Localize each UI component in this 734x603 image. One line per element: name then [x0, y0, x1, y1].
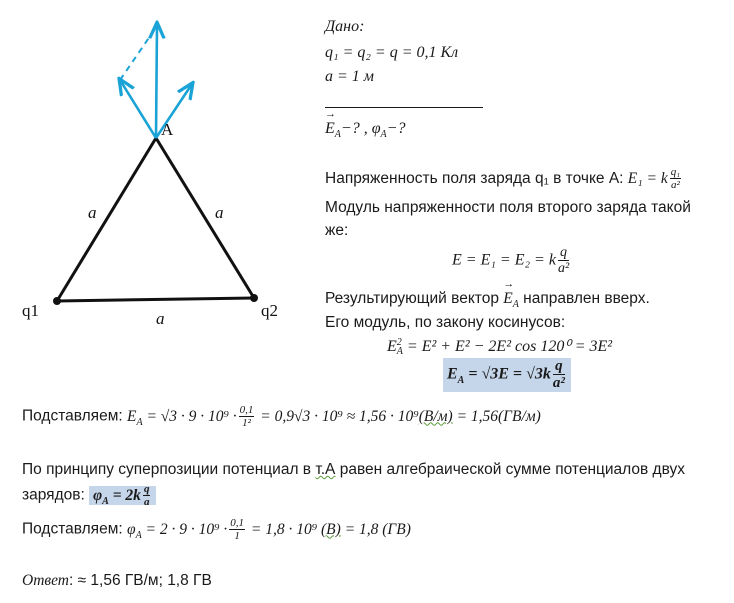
given-header-text: Дано: [325, 18, 360, 35]
side-right-line: [156, 138, 254, 298]
boxed-frac: [553, 359, 565, 391]
frac-den: 1: [234, 530, 240, 542]
frac-num: q: [143, 483, 150, 495]
pot-lhs: φ: [93, 486, 103, 504]
side-left-line: [57, 138, 156, 301]
cos-sub: A: [396, 346, 403, 358]
para-result-vector: [325, 290, 650, 310]
frac-den: a²: [552, 375, 565, 391]
parallelogram-dash: [120, 26, 157, 80]
subst1-sub: A: [136, 416, 143, 428]
triangle-figure: [0, 0, 320, 345]
subst1-frac: [239, 405, 255, 429]
side-right-label: a: [215, 203, 224, 222]
charge-1-dot: [53, 297, 61, 305]
para-field-q2-line2: же:: [325, 222, 349, 239]
vertex-a-label: A: [161, 120, 174, 139]
equal-fields-lhs: E = E₁ = E₂ = k: [452, 251, 556, 269]
frac-den: a²: [557, 261, 570, 276]
subst1-label: Подставляем:: [22, 407, 123, 425]
para-cosine-law: Его модуль, по закону косинусов:: [325, 314, 566, 331]
para-field-q1: [325, 167, 683, 191]
pot-text-1: По принципу суперпозиции потенциал в: [22, 461, 312, 478]
find-phi-sub: A: [380, 129, 387, 141]
frac-den: 1²: [242, 417, 251, 429]
subst1-a: = √3 · 9 · 10⁹ ·: [146, 407, 237, 425]
side-bottom-label: a: [156, 309, 165, 328]
given-header: Дано:: [325, 18, 365, 35]
given-side: a = 1 м: [325, 68, 375, 85]
subst2-c: = 1,8 (ГВ): [344, 520, 411, 538]
cos-rhs: = E² + E² − 2E² cos 120⁰ = 3E²: [406, 338, 613, 355]
pot-text-2: зарядов:: [22, 486, 85, 504]
substitution-potential: [22, 518, 411, 542]
subst2-unit: (В): [321, 520, 341, 538]
equal-fields-formula: [452, 246, 571, 276]
find-rest: −? , φ: [340, 120, 381, 137]
find-end: −?: [386, 120, 406, 137]
result-vector-symbol: → E: [503, 290, 512, 308]
cosine-law-formula: [387, 336, 612, 356]
subst1-unit: (В/м): [418, 407, 453, 425]
pot-ta: т.А: [315, 461, 336, 478]
find-e: → E: [325, 120, 335, 138]
cos-sup: 2: [396, 337, 402, 349]
pot-mid: = 2k: [112, 486, 141, 504]
subst1-b: = 0,9√3 · 10⁹ ≈ 1,56 · 10⁹: [260, 407, 419, 425]
charge-1-label: q1: [22, 301, 39, 320]
subst2-a: = 2 · 9 · 10⁹ ·: [145, 520, 228, 538]
frac-num: q: [558, 246, 569, 261]
subst1-lhs: E: [126, 407, 137, 425]
frac-num: q: [553, 359, 565, 375]
charge-2-dot: [250, 294, 258, 302]
result-vector-text-2: направлен вверх.: [523, 290, 650, 307]
subst2-b: = 1,8 · 10⁹: [250, 520, 318, 538]
boxed-mid: = √3E = √3k: [468, 365, 551, 383]
field-vector-result: [156, 24, 157, 138]
cos-lhs: E: [387, 338, 397, 355]
answer-label: Ответ: [22, 572, 69, 589]
pot-sub: A: [102, 495, 109, 507]
field-vector-e1: [120, 80, 156, 138]
para-field-q2-line1: Модуль напряженности поля второго заряда такой: [325, 199, 691, 216]
para-field-q1-text: Напряженность поля заряда q₁ в точке A:: [325, 170, 624, 188]
given-divider: [325, 107, 483, 108]
boxed-sub: A: [457, 374, 465, 386]
para-field-q1-formula: E₁ = k: [627, 170, 668, 188]
subst1-c: = 1,56(ГВ/м): [456, 407, 541, 425]
pot-frac: [143, 484, 151, 508]
frac-num: q₁: [670, 166, 681, 178]
subst2-sub: A: [135, 529, 142, 541]
potential-paragraph-line1: [22, 461, 685, 479]
result-vector-sub: A: [512, 299, 519, 311]
answer-line: [22, 572, 212, 590]
substitution-field: [22, 405, 541, 429]
side-left-label: a: [88, 203, 97, 222]
given-charges: q₁ = q₂ = q = 0,1 Кл: [325, 44, 459, 61]
answer-value: : ≈ 1,56 ГВ/м; 1,8 ГВ: [68, 572, 212, 589]
frac-den: a²: [670, 179, 680, 191]
find-e-sub: A: [334, 129, 341, 141]
side-bottom-line: [57, 298, 254, 301]
frac-den: a: [143, 496, 150, 508]
boxed-field-formula: [443, 358, 571, 392]
result-vector-text-1: Результирующий вектор: [325, 290, 499, 307]
pot-text-1b: равен алгебраической сумме потенциалов двух: [339, 461, 685, 478]
subst2-frac: [229, 518, 245, 542]
potential-paragraph-line2: [22, 484, 156, 508]
frac-num: 0,1: [239, 404, 254, 416]
para-field-q1-frac: [670, 167, 681, 191]
frac-num: 0,1: [230, 517, 245, 529]
charge-2-label: q2: [261, 301, 278, 320]
boxed-lhs: E: [447, 365, 458, 383]
subst2-lhs: φ: [126, 520, 136, 538]
subst2-label: Подставляем:: [22, 520, 123, 538]
find-line: [325, 120, 405, 140]
equal-fields-frac: [558, 246, 569, 276]
